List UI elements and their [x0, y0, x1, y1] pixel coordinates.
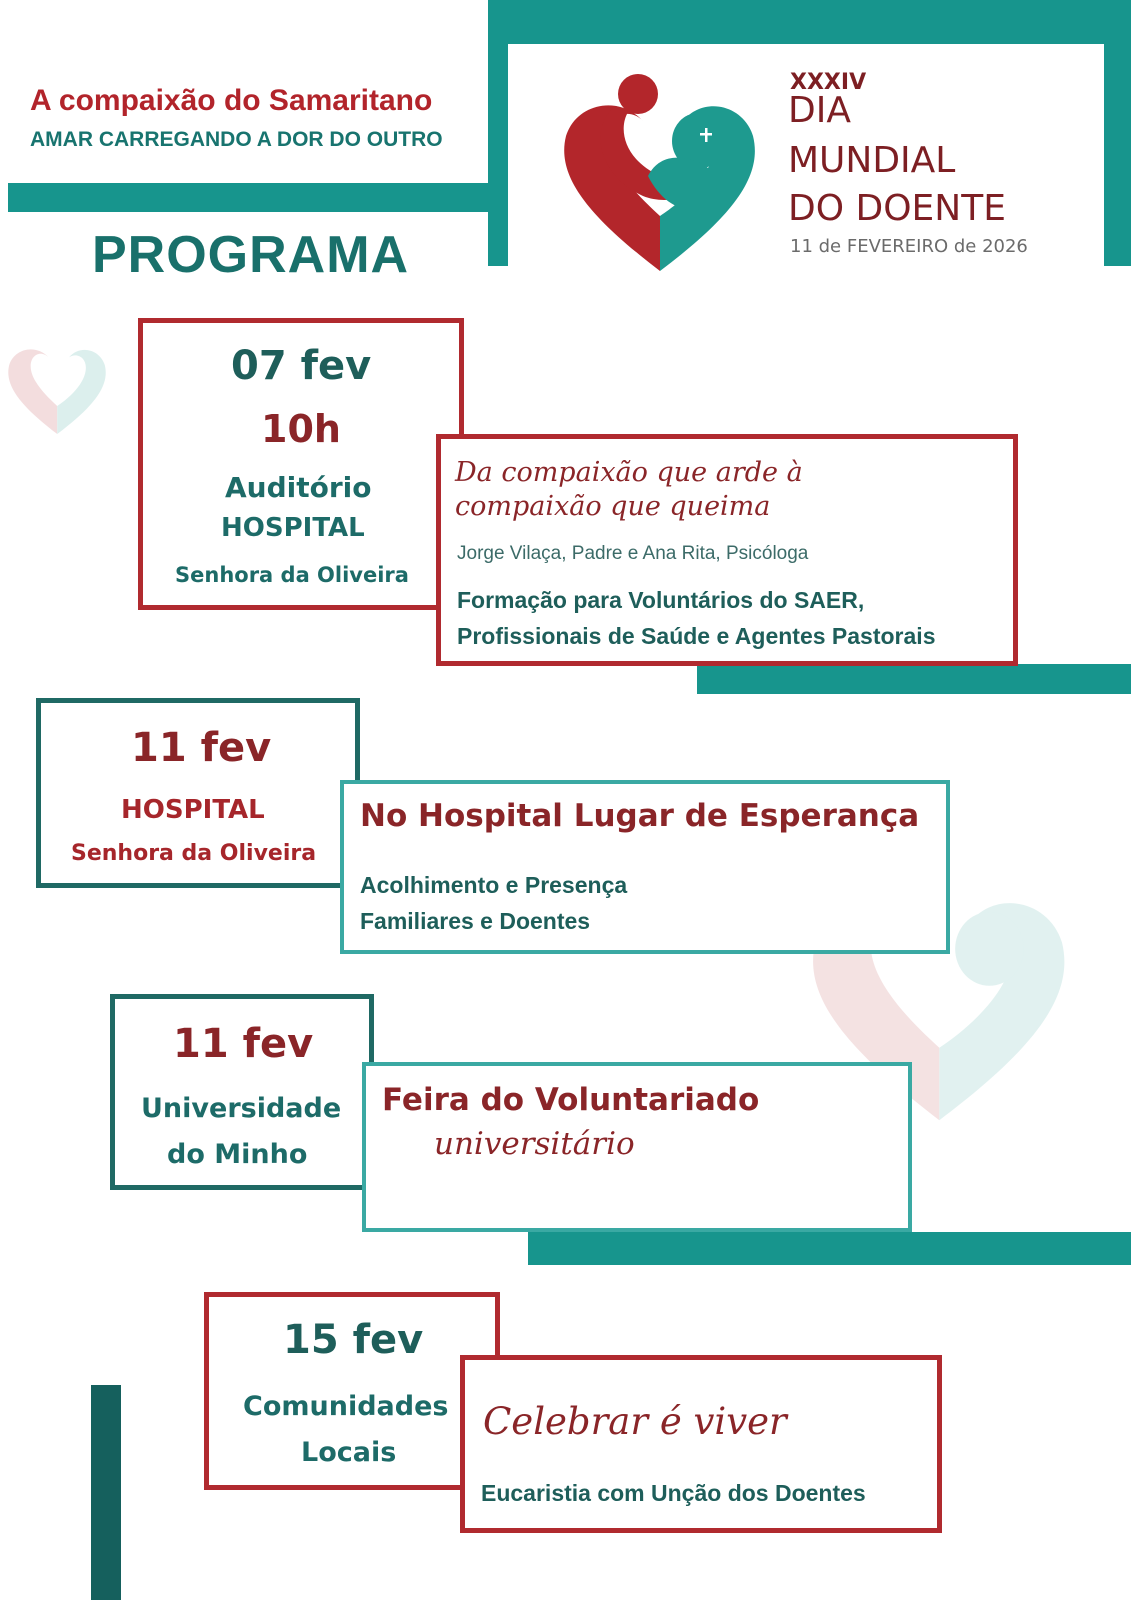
event-time: 10h — [261, 407, 341, 451]
event-date: 11 fev — [131, 725, 272, 771]
event-title: No Hospital Lugar de Esperança — [360, 798, 920, 834]
logo-line-2: MUNDIAL — [788, 140, 956, 181]
event-title: Celebrar é viver — [483, 1400, 787, 1443]
event-place: HOSPITAL — [221, 513, 365, 543]
event-3-info-box — [362, 1062, 912, 1232]
event-1-info-box — [436, 434, 1018, 666]
event-3-date-box — [110, 994, 374, 1190]
event-detail: Acolhimento e Presença — [360, 872, 628, 898]
event-title: Feira do Voluntariado — [382, 1082, 760, 1118]
event-place: Comunidades — [243, 1391, 449, 1422]
event-place: Locais — [301, 1437, 397, 1468]
event-speakers: Jorge Vilaça, Padre e Ana Rita, Psicóloga — [457, 543, 809, 564]
header-band-left — [8, 183, 514, 212]
event-date: 15 fev — [283, 1317, 424, 1363]
event-title: compaixão que queima — [455, 491, 771, 522]
event-title: Da compaixão que arde à — [455, 457, 803, 488]
event-date: 11 fev — [173, 1021, 314, 1067]
event-2-info-box — [340, 780, 950, 954]
event-1-date-box — [138, 318, 464, 610]
event-detail: Profissionais de Saúde e Agentes Pastorais — [457, 623, 936, 649]
logo-line-1: DIA — [788, 90, 851, 131]
event-place: Senhora da Oliveira — [175, 563, 409, 587]
event-date: 07 fev — [231, 343, 372, 389]
event-2-date-box — [36, 698, 360, 888]
logo-date: 11 de FEVEREIRO de 2026 — [790, 236, 1028, 257]
logo-panel — [508, 44, 1104, 272]
event-detail: Eucaristia com Unção dos Doentes — [481, 1480, 866, 1506]
event-place: Universidade — [141, 1093, 342, 1124]
page-title: A compaixão do Samaritano — [30, 84, 433, 117]
event-4-date-box — [204, 1292, 500, 1490]
event-4-info-box — [460, 1355, 942, 1533]
page-subtitle: AMAR CARREGANDO A DOR DO OUTRO — [30, 128, 443, 151]
logo-edition: XXXIV — [790, 70, 867, 95]
event-place: Auditório — [225, 471, 372, 504]
event-place: do Minho — [167, 1139, 308, 1170]
accent-bar — [697, 664, 1131, 694]
event-place: HOSPITAL — [121, 795, 265, 825]
programa-heading: PROGRAMA — [92, 226, 410, 284]
heart-embrace-icon — [548, 66, 773, 286]
logo-line-3: DO DOENTE — [788, 188, 1006, 229]
accent-bar — [528, 1232, 1131, 1265]
event-detail: Formação para Voluntários do SAER, — [457, 587, 865, 613]
watermark-heart-icon — [0, 318, 115, 453]
event-detail: Familiares e Doentes — [360, 908, 591, 934]
event-place: Senhora da Oliveira — [71, 841, 317, 866]
accent-bar-vertical — [91, 1385, 121, 1600]
event-title: universitário — [434, 1126, 635, 1162]
